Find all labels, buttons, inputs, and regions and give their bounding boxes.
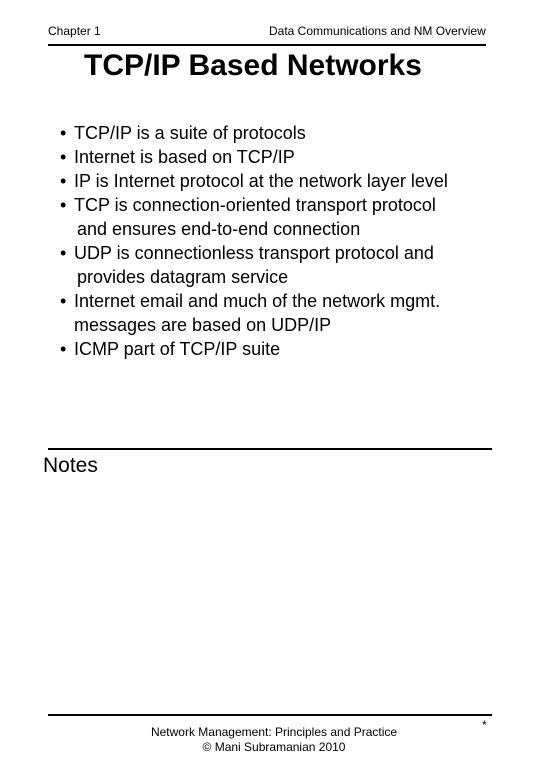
bullet-item [60,145,448,169]
header-chapter: Chapter 1 [48,24,101,38]
bullet-item [60,169,448,193]
slide-title: TCP/IP Based Networks [84,49,422,82]
bullet-text-continued: and ensures end-to-end connection [77,219,361,239]
bullet-text-continued: messages are based on UDP/IP [74,315,332,335]
bullet-mark: • [60,195,67,215]
notes-label: Notes [43,454,98,477]
bullet-mark: • [60,291,67,311]
footer-copyright: © Mani Subramanian 2010 [202,740,346,754]
bullet-item [60,289,448,337]
bullet-mark: • [60,171,67,191]
bullet-mark: • [60,147,67,167]
bullet-item [60,337,448,361]
bullet-text: IP is Internet protocol at the network layer level [74,171,448,191]
footer-book-title: Network Management: Principles and Practice [150,725,398,739]
header-divider [48,44,486,46]
bullet-text: Internet is based on TCP/IP [74,147,295,167]
notes-divider [48,448,492,450]
bullet-item [60,193,448,241]
header-section: Data Communications and NM Overview [269,24,486,38]
bullet-text: Internet email and much of the network mgmt. [74,291,441,311]
footer-text [150,725,398,755]
bullet-mark: • [60,339,67,359]
bullet-text: TCP is connection-oriented transport protocol [74,195,436,215]
bullet-list [60,121,448,361]
footer-divider [48,714,492,716]
bullet-text: UDP is connectionless transport protocol and [74,243,434,263]
bullet-text: TCP/IP is a suite of protocols [74,123,306,143]
bullet-item [60,241,448,289]
bullet-mark: • [60,243,67,263]
bullet-mark: • [60,123,67,143]
bullet-text: ICMP part of TCP/IP suite [74,339,281,359]
bullet-item [60,121,448,145]
bullet-text-continued: provides datagram service [77,267,289,287]
page-marker: * [482,718,487,732]
